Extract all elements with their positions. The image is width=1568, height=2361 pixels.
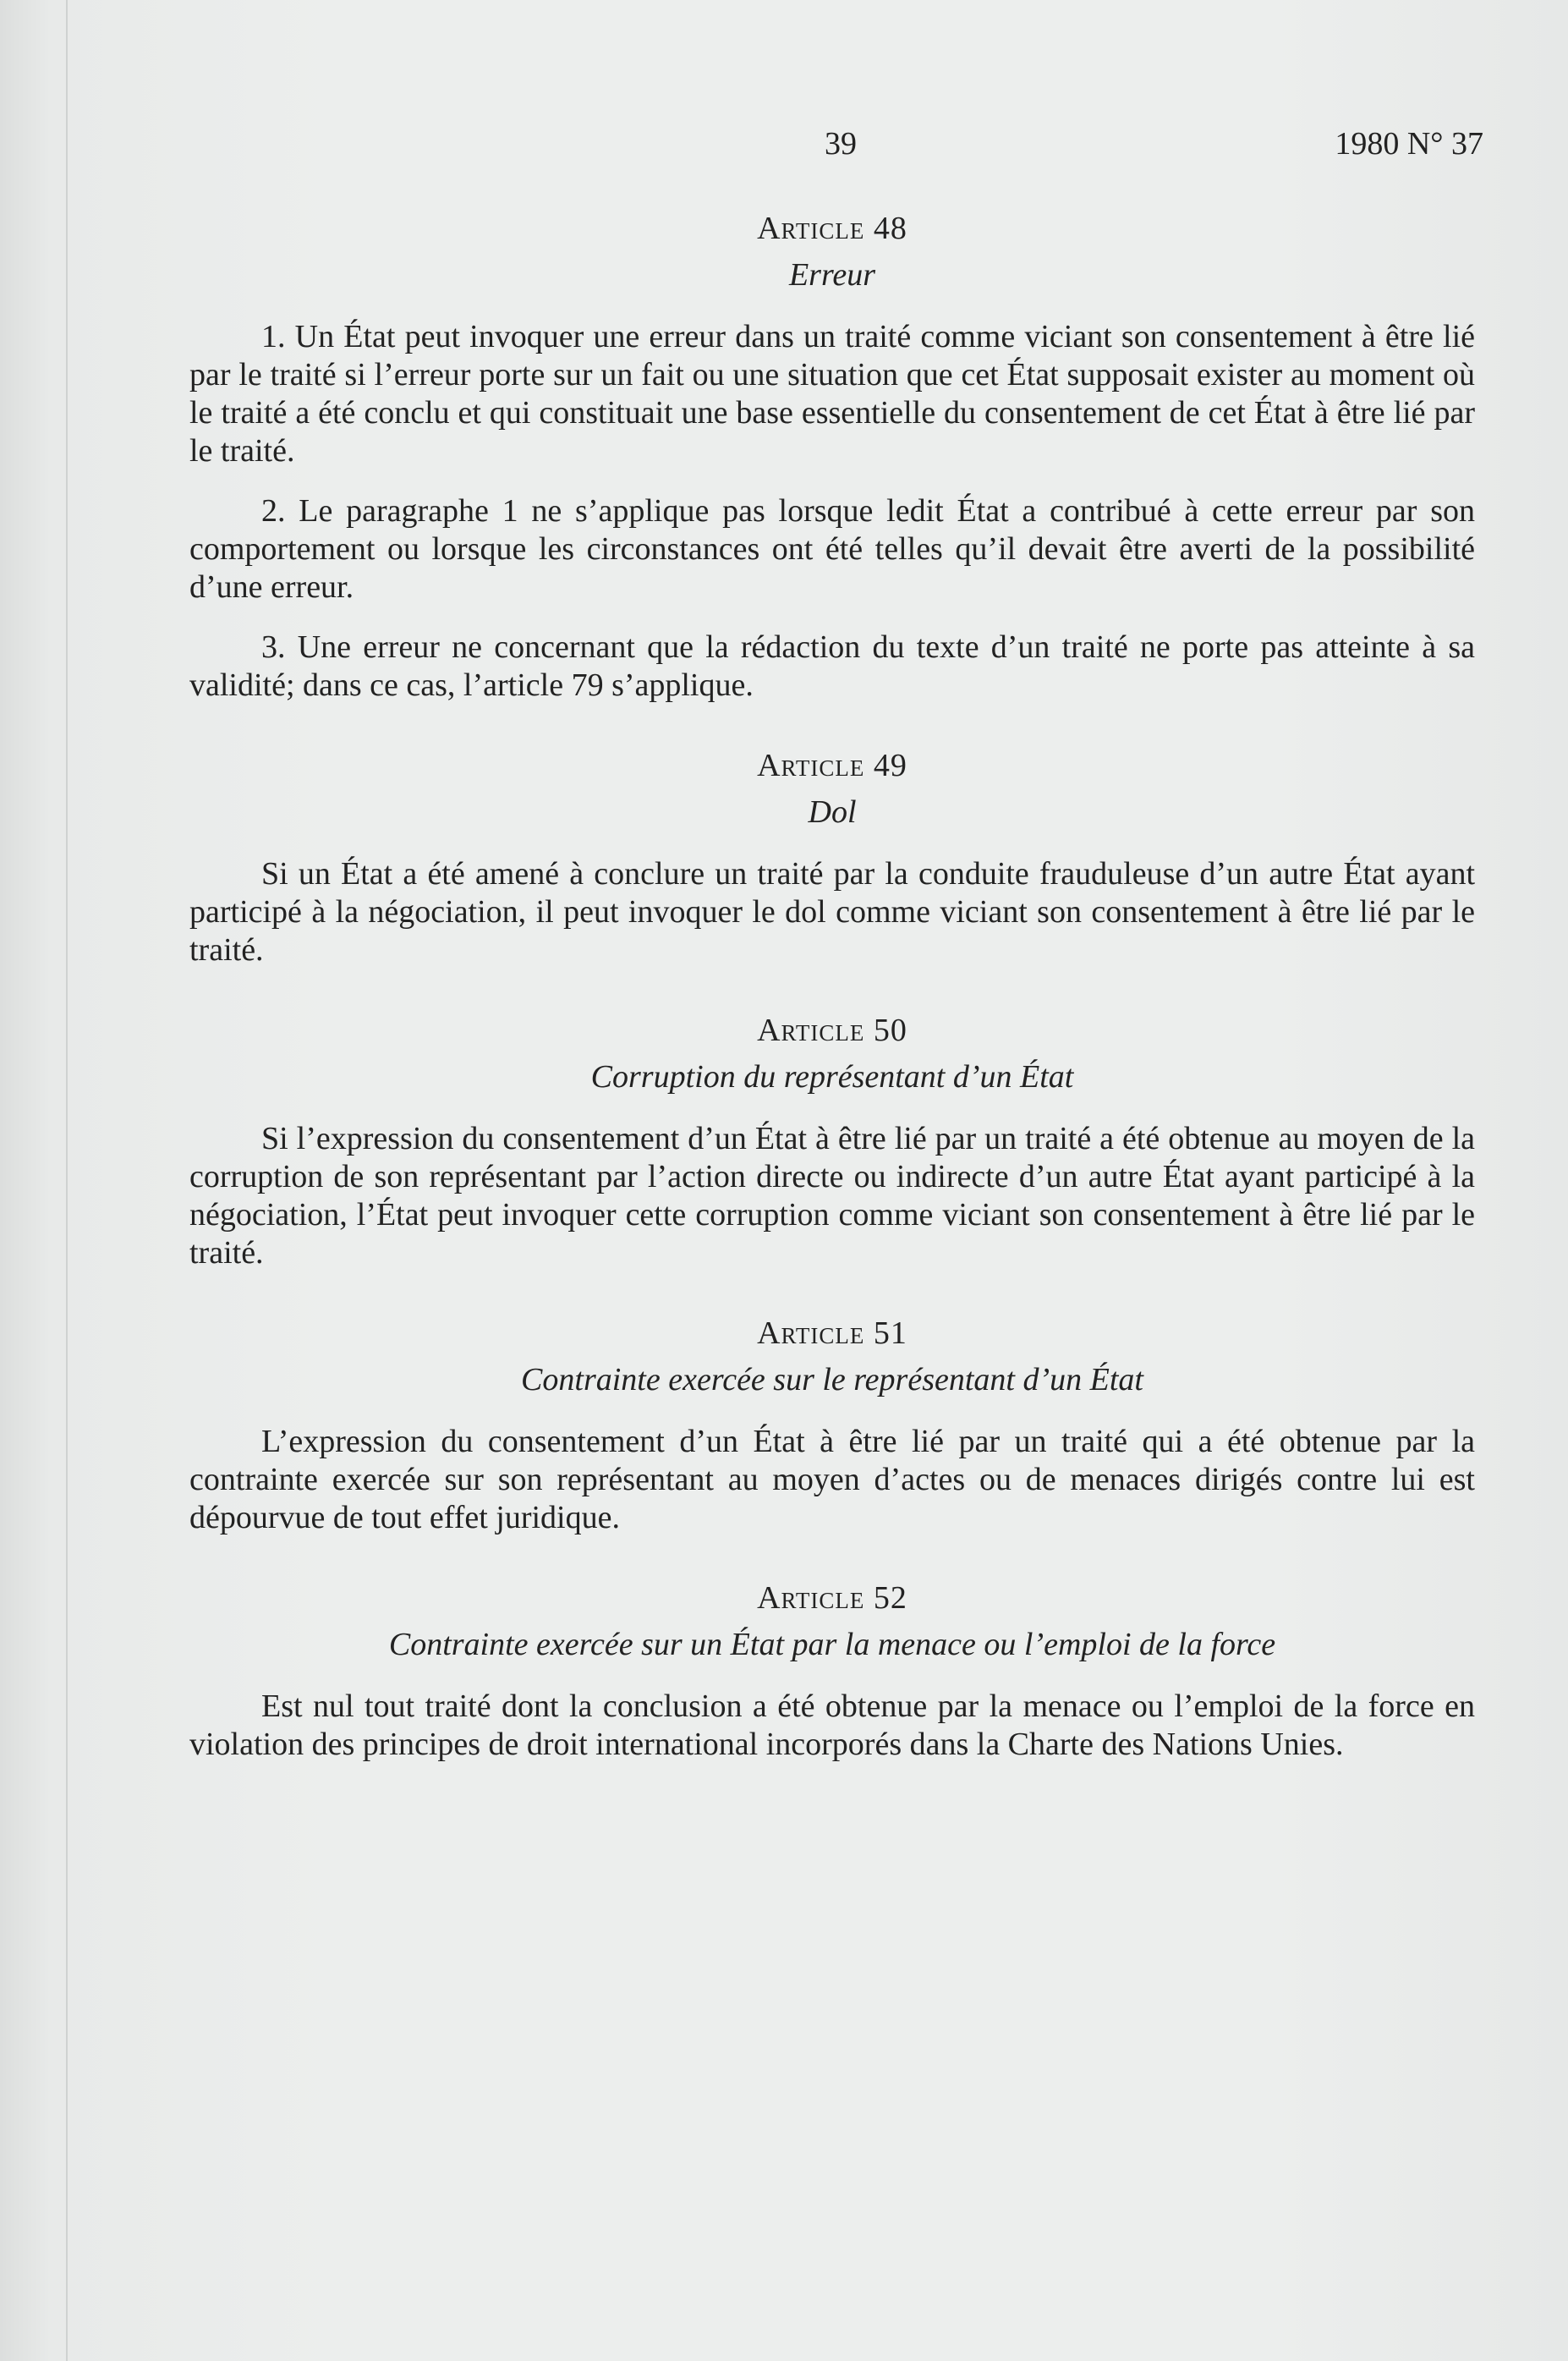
article-paragraph: Si l’expression du consentement d’un État à être lié par un traité a été obtenue au moyen de la corruption de son représentant par l’action directe ou indirecte d’un autre État ayant participé à la négociation, l’État peut invoquer cette corruption comme viciant son consentement à être lié par le traité. — [189, 1121, 1475, 1271]
article-subtitle: Corruption du représentant d’un État — [590, 1059, 1074, 1095]
series-number: 1980 N° 37 — [1335, 126, 1483, 162]
article-subtitle: Erreur — [788, 257, 876, 293]
article-51 — [189, 1315, 1475, 1537]
article-paragraph: 3. Une erreur ne concernant que la rédaction du texte d’un traité ne porte pas atteinte à sa validité; dans ce cas, l’article 79 s’applique. — [189, 629, 1475, 703]
page-number: 39 — [825, 126, 857, 162]
article-heading: Article 48 — [757, 211, 907, 246]
article-48 — [189, 210, 1475, 705]
article-heading: Article 49 — [757, 748, 907, 783]
page-header — [0, 125, 1568, 167]
article-heading: Article 50 — [757, 1013, 907, 1048]
article-52 — [189, 1579, 1475, 1764]
article-49 — [189, 747, 1475, 969]
article-paragraph: Si un État a été amené à conclure un traité par la conduite frauduleuse d’un autre État ayant participé à la négociation, il peut invoquer le dol comme viciant son consentement à être lié par le traité. — [189, 856, 1475, 968]
article-50 — [189, 1012, 1475, 1272]
article-subtitle: Contrainte exercée sur un État par la menace ou l’emploi de la force — [388, 1627, 1276, 1662]
article-paragraph: 2. Le paragraphe 1 ne s’applique pas lorsque ledit État a contribué à cette erreur par son comportement ou lorsque les circonstances ont été telles qu’il devait être averti de la possibilité d’une erreur. — [189, 493, 1475, 605]
article-heading: Article 51 — [757, 1315, 907, 1351]
article-heading: Article 52 — [757, 1580, 907, 1616]
article-paragraph: L’expression du consentement d’un État à être lié par un traité qui a été obtenue par la contrainte exercée sur son représentant au moyen d’actes ou de menaces dirigés contre lui est dépourvue de tout effet juridique. — [189, 1424, 1475, 1535]
page-content — [189, 210, 1475, 1806]
article-paragraph: Est nul tout traité dont la conclusion a été obtenue par la menace ou l’emploi de la force en violation des principes de droit international incorporés dans la Charte des Nations Unies. — [189, 1688, 1475, 1762]
page-edge-line — [66, 0, 68, 2361]
article-subtitle: Dol — [808, 794, 857, 830]
article-paragraph: 1. Un État peut invoquer une erreur dans un traité comme viciant son consentement à être lié par le traité si l’erreur porte sur un fait ou une situation que cet État supposait exister au moment où le traité a été conclu et qui constituait une base essentielle du consentement de cet État à être lié par le traité. — [189, 319, 1475, 469]
article-subtitle: Contrainte exercée sur le représentant d’un État — [521, 1362, 1143, 1397]
